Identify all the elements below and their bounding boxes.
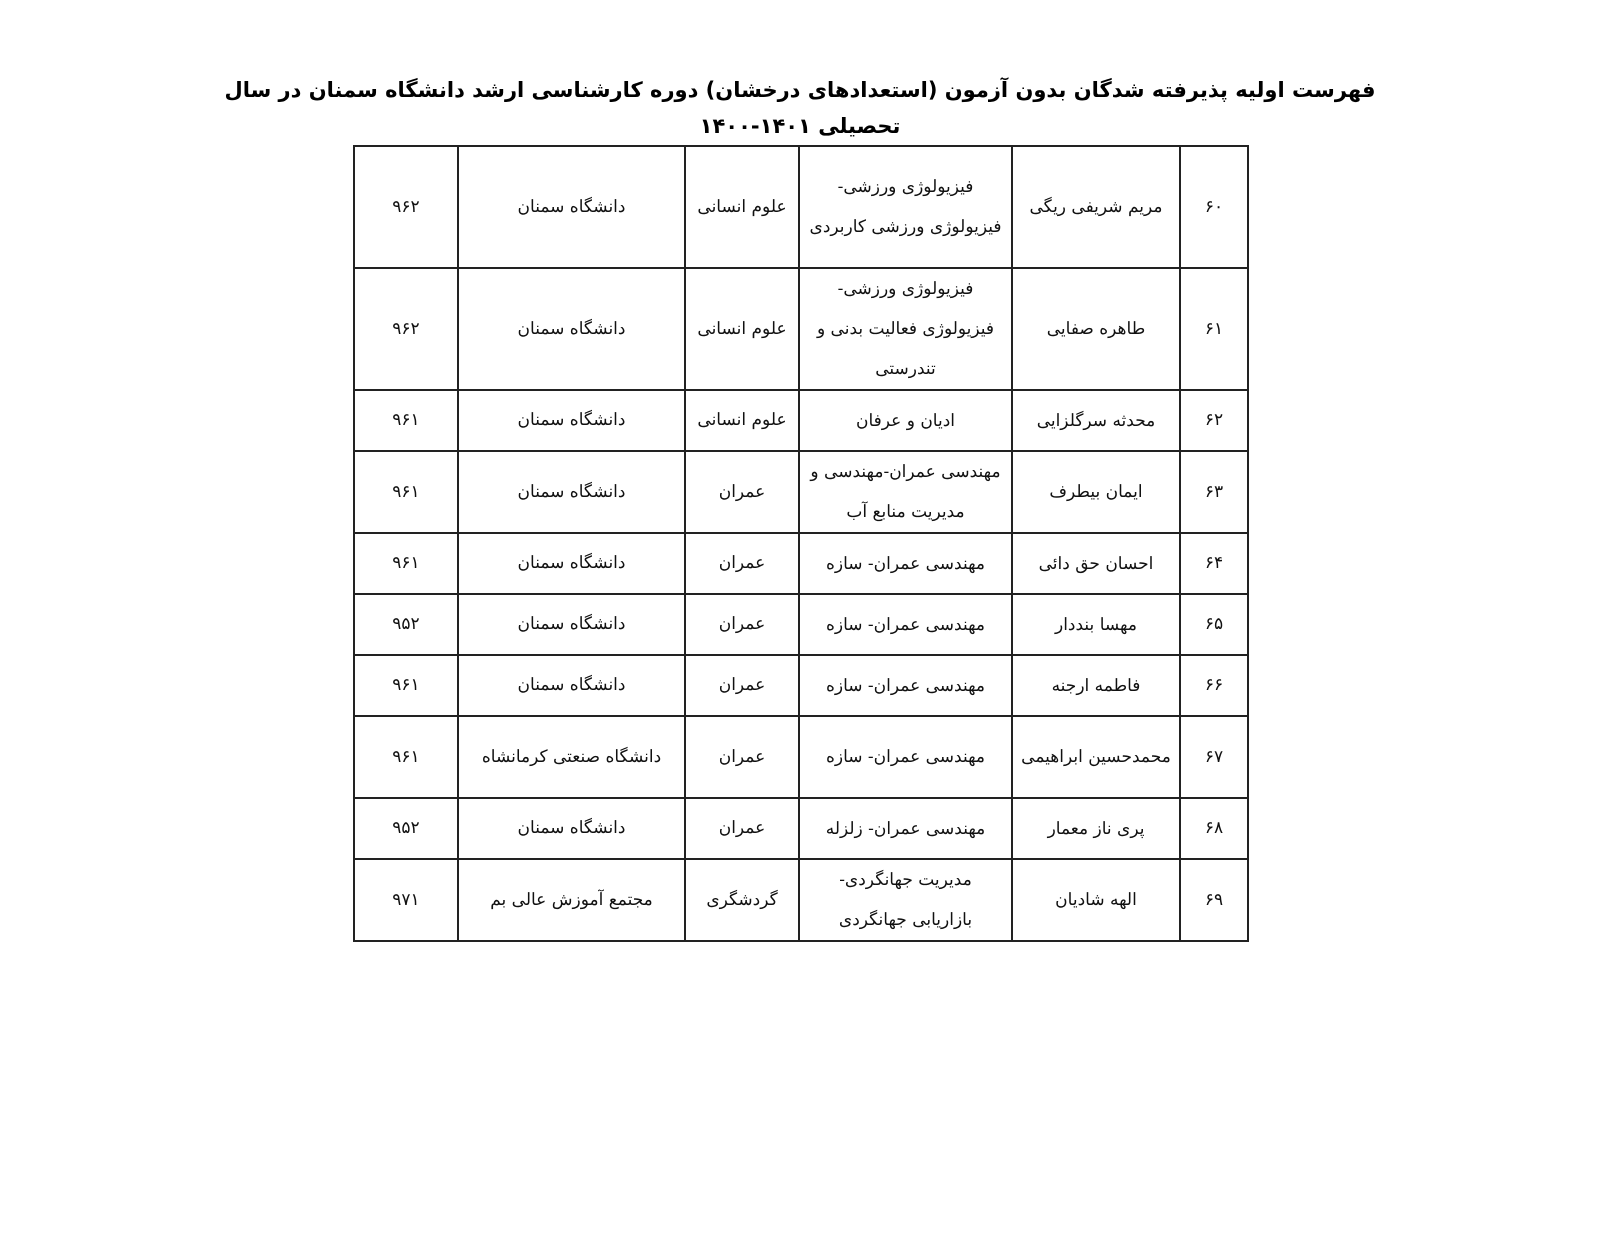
university-cell: دانشگاه سمنان [458, 451, 685, 533]
row-number-cell: ۶۴ [1180, 533, 1248, 594]
row-number-cell: ۶۱ [1180, 268, 1248, 390]
code-cell: ۹۶۱ [354, 716, 458, 798]
table-row [354, 451, 1248, 533]
name-cell: محدثه سرگلزایی [1012, 390, 1180, 451]
group-cell: عمران [685, 451, 799, 533]
table-row [354, 390, 1248, 451]
code-cell: ۹۵۲ [354, 798, 458, 859]
row-number-cell: ۶۷ [1180, 716, 1248, 798]
code-cell: ۹۶۱ [354, 451, 458, 533]
university-cell: دانشگاه صنعتی کرمانشاه [458, 716, 685, 798]
table-row [354, 859, 1248, 941]
name-cell: احسان حق دائی [1012, 533, 1180, 594]
field-cell: فیزیولوژی ورزشی- فیزیولوژی ورزشی کاربردی [799, 146, 1012, 268]
table-row [354, 798, 1248, 859]
table-row [354, 533, 1248, 594]
university-cell: دانشگاه سمنان [458, 146, 685, 268]
university-cell: مجتمع آموزش عالی بم [458, 859, 685, 941]
name-cell: محمدحسین ابراهیمی [1012, 716, 1180, 798]
name-cell: مریم شریفی ریگی [1012, 146, 1180, 268]
group-cell: عمران [685, 533, 799, 594]
university-cell: دانشگاه سمنان [458, 533, 685, 594]
group-cell: عمران [685, 798, 799, 859]
row-number-cell: ۶۶ [1180, 655, 1248, 716]
page-title: فهرست اولیه پذیرفته شدگان بدون آزمون (استعدادهای درخشان) دوره کارشناسی ارشد دانشگاه سمنان در سال تحصیلی ۱۴۰۱-۱۴۰۰ [224, 78, 1376, 138]
table-row [354, 655, 1248, 716]
code-cell: ۹۶۲ [354, 146, 458, 268]
university-cell: دانشگاه سمنان [458, 655, 685, 716]
name-cell: ایمان بیطرف [1012, 451, 1180, 533]
group-cell: گردشگری [685, 859, 799, 941]
name-cell: مهسا بنددار [1012, 594, 1180, 655]
admissions-table-container [353, 145, 1247, 942]
group-cell: علوم انسانی [685, 146, 799, 268]
field-cell: مهندسی عمران- سازه [799, 655, 1012, 716]
code-cell: ۹۶۱ [354, 390, 458, 451]
field-cell: مهندسی عمران- سازه [799, 533, 1012, 594]
row-number-cell: ۶۹ [1180, 859, 1248, 941]
row-number-cell: ۶۳ [1180, 451, 1248, 533]
code-cell: ۹۵۲ [354, 594, 458, 655]
university-cell: دانشگاه سمنان [458, 268, 685, 390]
field-cell: مدیریت جهانگردی- بازاریابی جهانگردی [799, 859, 1012, 941]
field-cell: مهندسی عمران- زلزله [799, 798, 1012, 859]
group-cell: عمران [685, 655, 799, 716]
code-cell: ۹۶۱ [354, 655, 458, 716]
row-number-cell: ۶۵ [1180, 594, 1248, 655]
code-cell: ۹۶۱ [354, 533, 458, 594]
name-cell: پری ناز معمار [1012, 798, 1180, 859]
table-row [354, 146, 1248, 268]
name-cell: طاهره صفایی [1012, 268, 1180, 390]
university-cell: دانشگاه سمنان [458, 798, 685, 859]
name-cell: الهه شادیان [1012, 859, 1180, 941]
row-number-cell: ۶۲ [1180, 390, 1248, 451]
name-cell: فاطمه ارجنه [1012, 655, 1180, 716]
row-number-cell: ۶۸ [1180, 798, 1248, 859]
field-cell: مهندسی عمران- سازه [799, 716, 1012, 798]
group-cell: علوم انسانی [685, 268, 799, 390]
table-row [354, 594, 1248, 655]
table-row [354, 268, 1248, 390]
group-cell: عمران [685, 594, 799, 655]
table-row [354, 716, 1248, 798]
group-cell: عمران [685, 716, 799, 798]
row-number-cell: ۶۰ [1180, 146, 1248, 268]
field-cell: مهندسی عمران- سازه [799, 594, 1012, 655]
university-cell: دانشگاه سمنان [458, 390, 685, 451]
field-cell: ادیان و عرفان [799, 390, 1012, 451]
admissions-table [353, 145, 1249, 942]
code-cell: ۹۶۲ [354, 268, 458, 390]
group-cell: علوم انسانی [685, 390, 799, 451]
field-cell: مهندسی عمران-مهندسی و مدیریت منابع آب [799, 451, 1012, 533]
code-cell: ۹۷۱ [354, 859, 458, 941]
field-cell: فیزیولوژی ورزشی- فیزیولوژی فعالیت بدنی و تندرستی [799, 268, 1012, 390]
university-cell: دانشگاه سمنان [458, 594, 685, 655]
